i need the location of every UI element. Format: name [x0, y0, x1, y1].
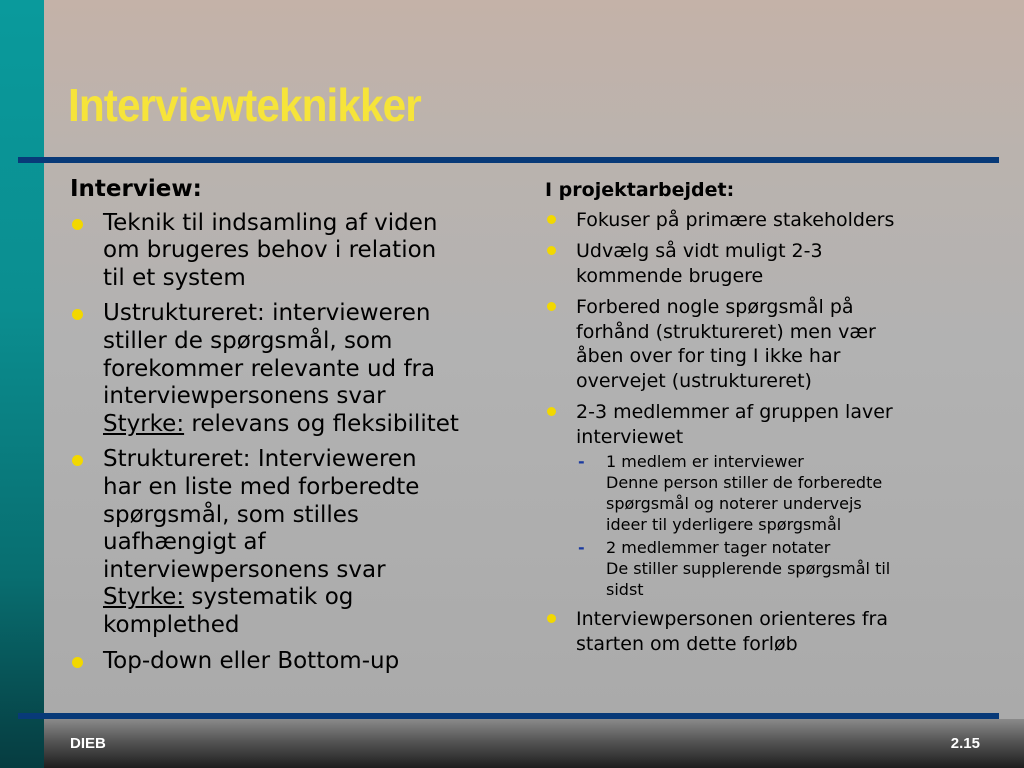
- bullet-text-line: overvejet (ustruktureret): [576, 369, 812, 392]
- bullet-text-line: Forbered nogle spørgsmål på: [576, 296, 854, 318]
- strength-line: [103, 411, 520, 439]
- bullet-dot-icon: [547, 614, 556, 623]
- sub-text-line: Denne person stiller de forberedte: [606, 473, 883, 492]
- left-bullet-list: [70, 210, 520, 676]
- list-item: [70, 300, 520, 438]
- sub-text-line: sidst: [606, 580, 644, 599]
- sub-text-line: De stiller supplerende spørgsmål til: [606, 559, 891, 578]
- bullet-text-line: spørgsmål, som stilles: [103, 501, 359, 528]
- list-item: [70, 446, 520, 639]
- right-bullet-list: [545, 208, 995, 657]
- right-column: [545, 178, 995, 663]
- footer-label: DIEB: [70, 735, 106, 752]
- bullet-text-line: kommende brugere: [576, 264, 764, 287]
- bullet-dot-icon: [72, 309, 83, 320]
- strength-label: Styrke:: [103, 410, 185, 437]
- bullet-dot-icon: [547, 407, 556, 416]
- bullet-text-line: Interviewpersonen orienteres fra: [576, 608, 888, 630]
- dash-icon: -: [578, 452, 585, 471]
- bullet-text-line: interviewet: [576, 425, 684, 448]
- sub-text-line: spørgsmål og noterer undervejs: [606, 494, 862, 513]
- bullet-text-line: Udvælg så vidt muligt 2-3: [576, 240, 823, 262]
- bullet-text-line: Ustruktureret: intervieweren: [103, 300, 431, 327]
- slide-footer: [44, 719, 1024, 768]
- sub-text-line: ideer til yderligere spørgsmål: [606, 515, 842, 534]
- list-item: [545, 400, 995, 600]
- left-accent-band: [0, 0, 44, 768]
- list-item: [70, 210, 520, 293]
- bullet-dot-icon: [72, 455, 83, 466]
- bullet-text-line: Struktureret: Intervieweren: [103, 446, 417, 473]
- bullet-text-line: uafhængigt af: [103, 529, 266, 556]
- bullet-text-line: om brugeres behov i relation: [103, 237, 437, 264]
- bullet-dot-icon: [547, 302, 556, 311]
- bullet-text-line: har en liste med forberedte: [103, 473, 420, 500]
- bullet-text-line: Teknik til indsamling af viden: [103, 209, 438, 236]
- list-item: [70, 648, 520, 676]
- strength-text: relevans og fleksibilitet: [184, 410, 459, 437]
- strength-label: Styrke:: [103, 584, 185, 611]
- bullet-text-line: forhånd (struktureret) men vær: [576, 320, 876, 343]
- list-item: [545, 239, 995, 288]
- bullet-text-line: forekommer relevante ud fra: [103, 355, 436, 382]
- bullet-text-line: interviewpersonens svar: [103, 556, 386, 583]
- bullet-dot-icon: [72, 219, 83, 230]
- left-heading: Interview:: [70, 176, 202, 202]
- bullet-dot-icon: [547, 246, 556, 255]
- title-divider: [18, 157, 999, 163]
- bullet-text-line: 2-3 medlemmer af gruppen laver: [576, 401, 893, 423]
- sub-list-item: [576, 537, 995, 600]
- bullet-text-line: komplethed: [103, 611, 240, 638]
- bullet-text-line: Fokuser på primære stakeholders: [576, 208, 895, 231]
- sub-list-item: [576, 451, 995, 535]
- bullet-text-line: åben over for ting I ikke har: [576, 345, 841, 367]
- sub-list: [576, 451, 995, 600]
- dash-icon: -: [578, 538, 585, 557]
- sub-text-line: 1 medlem er interviewer: [606, 452, 804, 471]
- slide-number: 2.15: [950, 735, 980, 752]
- bullet-text-line: stiller de spørgsmål, som: [103, 327, 393, 354]
- right-heading: I projektarbejdet:: [545, 179, 735, 201]
- strength-text: systematik og: [184, 584, 354, 611]
- left-column: [70, 176, 520, 683]
- bullet-dot-icon: [547, 215, 556, 224]
- bullet-text-line: starten om dette forløb: [576, 632, 798, 655]
- list-item: [545, 208, 995, 233]
- strength-line: [103, 584, 520, 612]
- bullet-dot-icon: [72, 657, 83, 668]
- bullet-text-line: til et system: [103, 264, 246, 291]
- sub-text-line: 2 medlemmer tager notater: [606, 538, 831, 557]
- list-item: [545, 607, 995, 656]
- list-item: [545, 295, 995, 393]
- slide-title: Interviewteknikker: [68, 79, 421, 131]
- bullet-text-line: interviewpersonens svar: [103, 383, 386, 410]
- bullet-text-line: Top-down eller Bottom-up: [103, 647, 400, 674]
